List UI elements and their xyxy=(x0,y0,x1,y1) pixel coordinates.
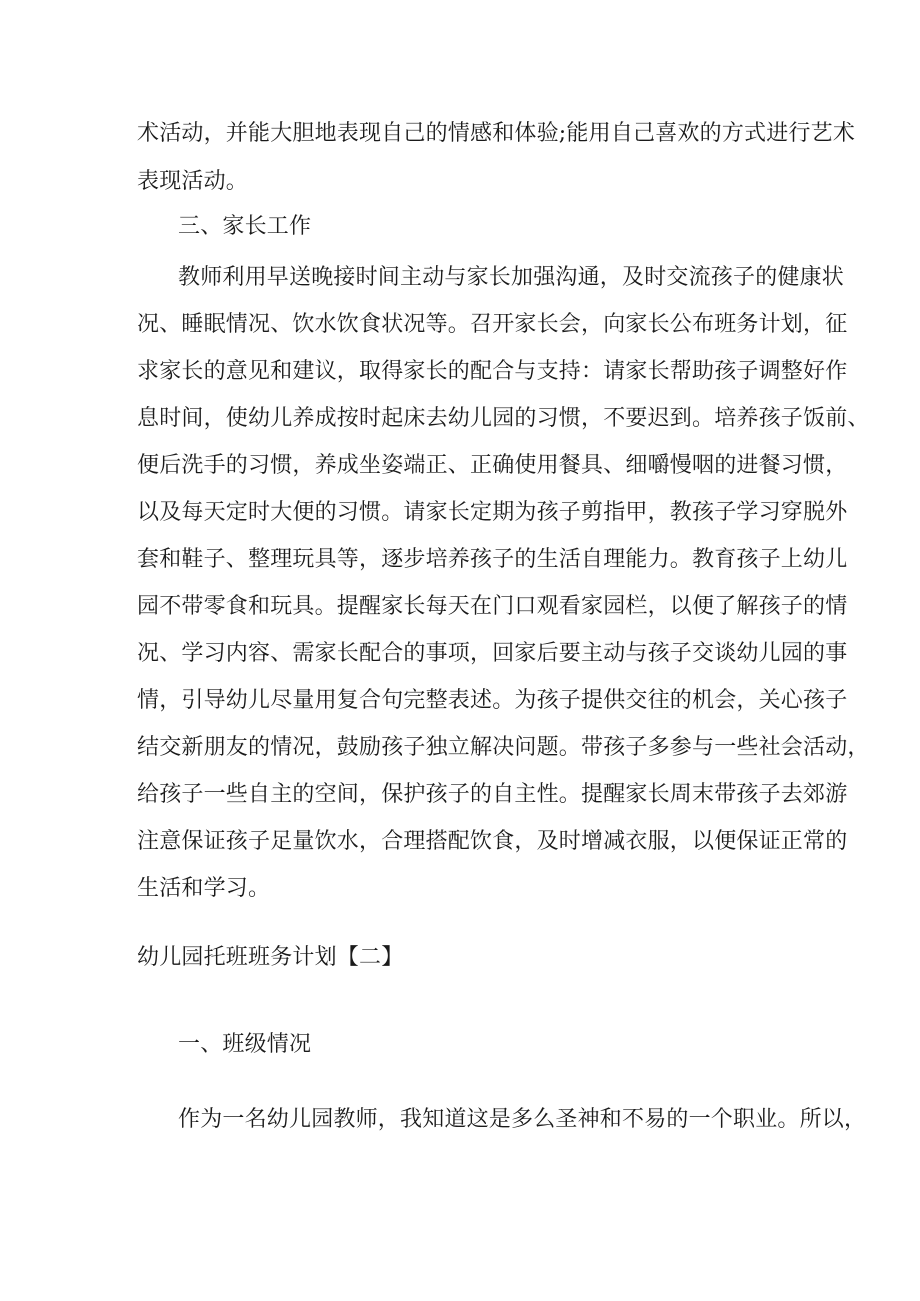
paragraph-line: 表现活动。 xyxy=(137,169,249,194)
paragraph-line: 园不带零食和玩具。提醒家长每天在门口观看家园栏，以便了解孩子的情 xyxy=(137,594,848,619)
paragraph-line: 情，引导幼儿尽量用复合句完整表述。为孩子提供交往的机会，关心孩子 xyxy=(137,688,848,713)
paragraph-line: 况、学习内容、需家长配合的事项，回家后要主动与孩子交谈幼儿园的事 xyxy=(137,641,848,666)
paragraph-line: 息时间，使幼儿养成按时起床去幼儿园的习惯，不要迟到。培养孩子饭前、 xyxy=(137,406,870,431)
paragraph-line: 求家长的意见和建议，取得家长的配合与支持：请家长帮助孩子调整好作 xyxy=(137,359,848,384)
paragraph-line: 教师利用早送晚接时间主动与家长加强沟通，及时交流孩子的健康状 xyxy=(178,265,845,290)
section-heading: 三、家长工作 xyxy=(178,214,312,239)
paragraph-line: 结交新朋友的情况，鼓励孩子独立解决问题。带孩子多参与一些社会活动， xyxy=(137,735,870,760)
paragraph-line: 给孩子一些自主的空间，保护孩子的自主性。提醒家长周末带孩子去郊游 xyxy=(137,782,848,807)
paragraph-line: 术活动，并能大胆地表现自己的情感和体验;能用自己喜欢的方式进行艺术 xyxy=(137,121,856,146)
paragraph-line: 生活和学习。 xyxy=(137,876,271,901)
paragraph-line: 便后洗手的习惯，养成坐姿端正、正确使用餐具、细嚼慢咽的进餐习惯， xyxy=(137,453,848,478)
document-title: 幼儿园托班班务计划【二】 xyxy=(137,945,404,970)
paragraph-line: 作为一名幼儿园教师，我知道这是多么圣神和不易的一个职业。所以， xyxy=(178,1107,867,1132)
paragraph-line: 套和鞋子、整理玩具等，逐步培养孩子的生活自理能力。教育孩子上幼儿 xyxy=(137,547,848,572)
section-heading: 一、班级情况 xyxy=(178,1032,312,1057)
paragraph-line: 以及每天定时大便的习惯。请家长定期为孩子剪指甲，教孩子学习穿脱外 xyxy=(137,500,848,525)
paragraph-line: 注意保证孩子足量饮水，合理搭配饮食，及时增减衣服，以便保证正常的 xyxy=(137,829,848,854)
paragraph-line: 况、睡眠情况、饮水饮食状况等。召开家长会，向家长公布班务计划，征 xyxy=(137,312,848,337)
